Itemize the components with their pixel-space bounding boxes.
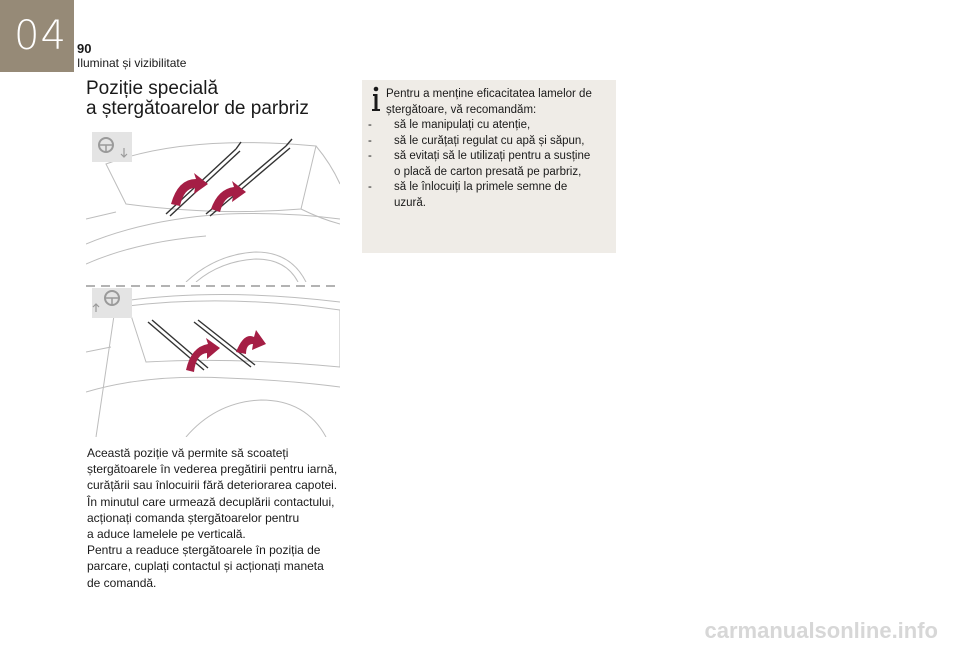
info-box xyxy=(362,80,616,253)
body-paragraph-3 xyxy=(87,542,349,591)
body-paragraph-2 xyxy=(87,494,349,543)
chapter-tab xyxy=(0,0,74,72)
list-item-line: uzură. xyxy=(394,196,426,209)
body-line: Pentru a readuce ștergătoarele în poziția de xyxy=(87,543,321,558)
list-dash: - xyxy=(368,181,372,193)
steering-control-icon xyxy=(92,132,132,162)
body-line: de comandă. xyxy=(87,575,157,590)
chapter-title: Iluminat și vizibilitate xyxy=(77,56,187,70)
section-title-line-2: a ștergătoarelor de parbriz xyxy=(86,98,309,119)
info-intro xyxy=(386,87,610,118)
chapter-number: 04 xyxy=(14,13,67,59)
watermark: carmanualsonline.info xyxy=(704,618,938,643)
list-dash: - xyxy=(368,134,372,147)
info-icon xyxy=(370,86,382,112)
info-intro-line: Pentru a menține eficacitatea lamelor de xyxy=(386,88,592,100)
list-item-line: o placă de carton presată pe parbriz, xyxy=(394,165,582,178)
body-line: ștergătoarele în vederea pregătirii pentru iarnă, xyxy=(87,462,338,477)
body-line: a aduce lamelele pe verticală. xyxy=(87,527,246,542)
body-line: parcare, cuplați contactul și acționați maneta xyxy=(87,559,324,574)
info-intro-line: ștergătoare, vă recomandăm: xyxy=(386,103,537,116)
arrow-right-2 xyxy=(236,330,266,354)
section-title xyxy=(86,79,309,119)
arrow-right xyxy=(211,181,246,212)
body-text xyxy=(87,445,349,591)
wiper-illustration-top xyxy=(86,124,340,282)
body-line: În minutul care urmează decuplării contactului, xyxy=(87,494,335,509)
steering-control-icon-2 xyxy=(92,288,132,318)
list-item-line: să le înlocuiți la primele semne de xyxy=(394,181,568,193)
section-title-line-1: Poziție specială xyxy=(86,78,219,99)
list-item-line: să le curățați regulat cu apă și săpun, xyxy=(394,134,585,147)
list-dash: - xyxy=(368,119,372,131)
page-number: 90 xyxy=(77,41,92,56)
list-item-line: să evitați să le utilizați pentru a susține xyxy=(394,150,591,162)
list-item xyxy=(368,180,612,211)
arrow-left xyxy=(171,173,208,206)
list-item xyxy=(368,134,612,150)
body-line: Această poziție vă permite să scoateți xyxy=(87,446,289,460)
list-item xyxy=(368,118,612,134)
arrow-left-2 xyxy=(186,338,220,372)
list-item xyxy=(368,149,612,180)
wiper-illustration-bottom xyxy=(86,282,340,437)
list-dash: - xyxy=(368,150,372,162)
list-item-line: să le manipulați cu atenție, xyxy=(394,119,531,131)
body-line: curățării sau înlocuirii fără deteriorarea capotei. xyxy=(87,478,338,493)
body-line: acționați comanda ștergătoarelor pentru xyxy=(87,510,300,525)
info-list xyxy=(368,118,612,211)
body-paragraph-1 xyxy=(87,445,349,494)
